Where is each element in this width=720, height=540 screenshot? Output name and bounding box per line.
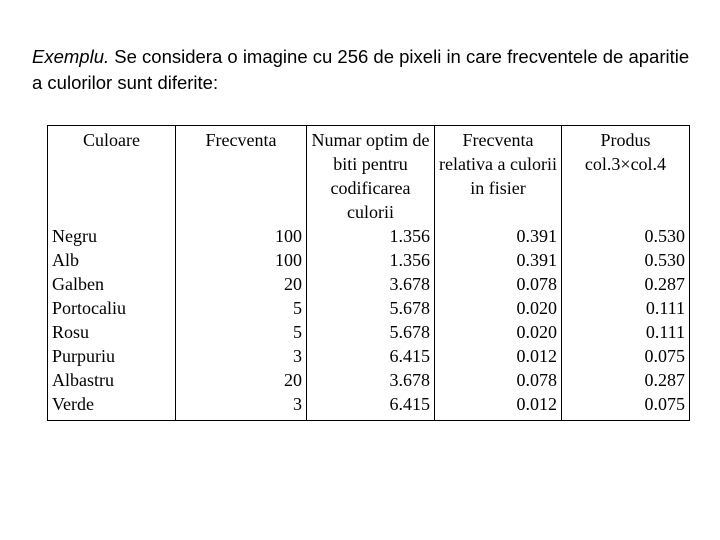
- color-frequency-table: [47, 125, 690, 421]
- cell-frequency: 100: [176, 248, 307, 272]
- cell-bits: 3.678: [307, 272, 435, 296]
- cell-color: Albastru: [48, 368, 176, 392]
- cell-product: 0.530: [562, 248, 690, 272]
- intro-example-label: Exemplu.: [32, 46, 110, 67]
- intro-paragraph: [32, 44, 692, 96]
- cell-relative-frequency: 0.020: [435, 320, 562, 344]
- cell-relative-frequency: 0.012: [435, 344, 562, 368]
- cell-frequency: 5: [176, 296, 307, 320]
- table-row: [48, 272, 690, 296]
- cell-color: Negru: [48, 224, 176, 248]
- cell-frequency: 20: [176, 368, 307, 392]
- table-row: [48, 320, 690, 344]
- cell-color: Alb: [48, 248, 176, 272]
- table-body: [48, 224, 690, 421]
- cell-color: Purpuriu: [48, 344, 176, 368]
- header-culoare: Culoare: [48, 126, 176, 225]
- table-row: [48, 344, 690, 368]
- table-row: [48, 248, 690, 272]
- cell-color: Verde: [48, 392, 176, 421]
- table-header-row: [48, 126, 690, 225]
- cell-bits: 5.678: [307, 296, 435, 320]
- table-row: [48, 392, 690, 421]
- cell-product: 0.111: [562, 320, 690, 344]
- cell-relative-frequency: 0.391: [435, 248, 562, 272]
- cell-product: 0.111: [562, 296, 690, 320]
- table-row: [48, 224, 690, 248]
- cell-product: 0.287: [562, 272, 690, 296]
- cell-bits: 1.356: [307, 248, 435, 272]
- cell-product: 0.075: [562, 392, 690, 421]
- cell-relative-frequency: 0.078: [435, 368, 562, 392]
- cell-frequency: 100: [176, 224, 307, 248]
- cell-color: Rosu: [48, 320, 176, 344]
- cell-bits: 6.415: [307, 392, 435, 421]
- intro-text: Se considera o imagine cu 256 de pixeli in care frecventele de aparitie a culorilor sunt diferite:: [32, 46, 690, 93]
- cell-relative-frequency: 0.020: [435, 296, 562, 320]
- cell-bits: 5.678: [307, 320, 435, 344]
- cell-frequency: 20: [176, 272, 307, 296]
- header-numar-biti: Numar optim de biti pentru codificarea culorii: [307, 126, 435, 225]
- cell-product: 0.287: [562, 368, 690, 392]
- cell-bits: 3.678: [307, 368, 435, 392]
- cell-relative-frequency: 0.012: [435, 392, 562, 421]
- table-row: [48, 368, 690, 392]
- cell-product: 0.075: [562, 344, 690, 368]
- cell-bits: 6.415: [307, 344, 435, 368]
- cell-product: 0.530: [562, 224, 690, 248]
- cell-frequency: 3: [176, 392, 307, 421]
- header-frecventa-relativa: Frecventa relativa a culorii in fisier: [435, 126, 562, 225]
- cell-bits: 1.356: [307, 224, 435, 248]
- cell-color: Portocaliu: [48, 296, 176, 320]
- cell-color: Galben: [48, 272, 176, 296]
- table-row: [48, 296, 690, 320]
- cell-frequency: 3: [176, 344, 307, 368]
- cell-relative-frequency: 0.078: [435, 272, 562, 296]
- cell-relative-frequency: 0.391: [435, 224, 562, 248]
- cell-frequency: 5: [176, 320, 307, 344]
- header-produs: Produs col.3×col.4: [562, 126, 690, 225]
- header-frecventa: Frecventa: [176, 126, 307, 225]
